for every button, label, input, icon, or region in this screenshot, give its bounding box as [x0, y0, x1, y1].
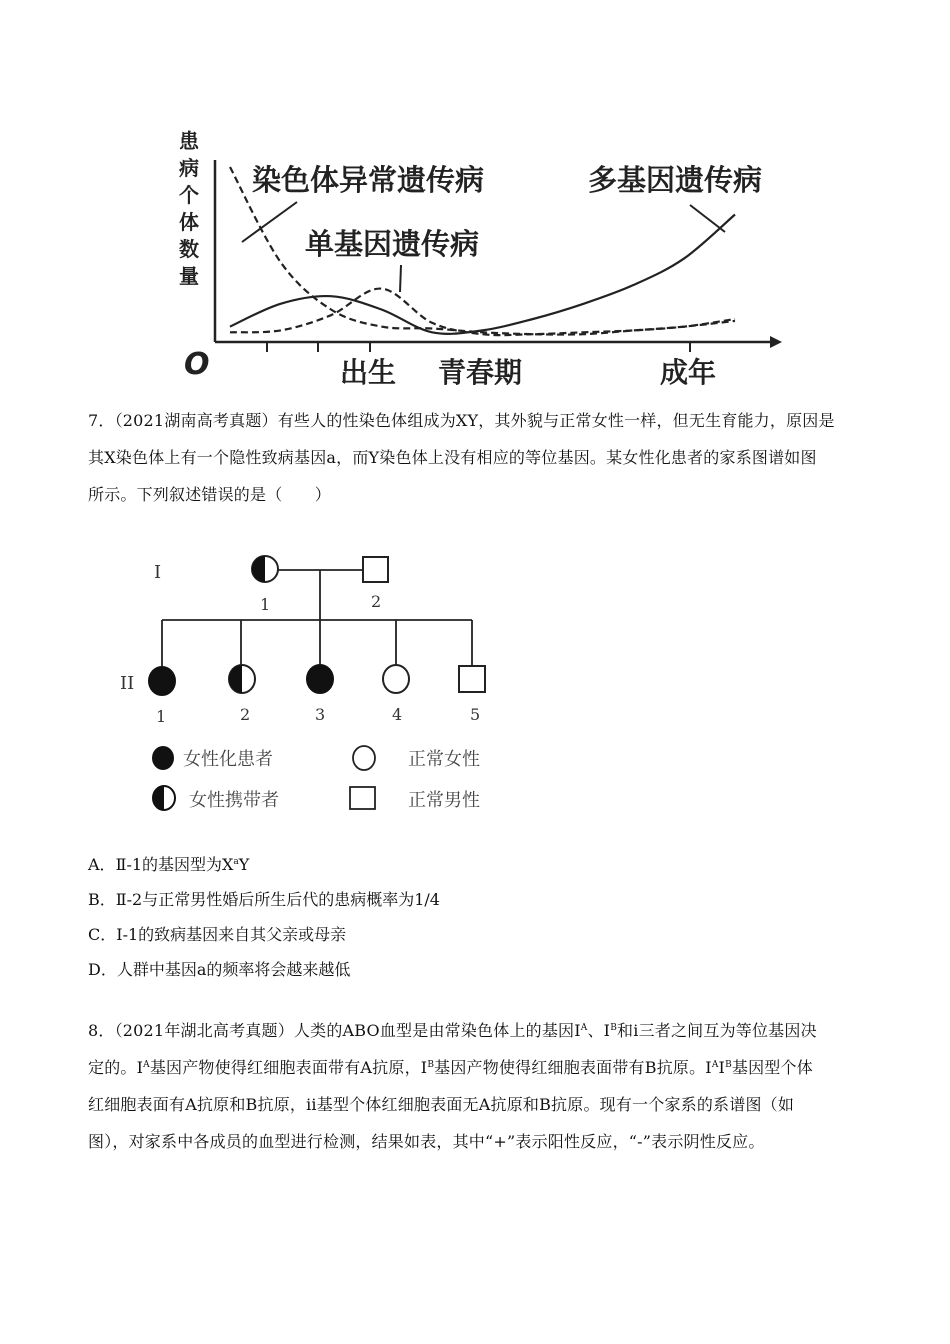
q8-text-2c: 基因产物使得红细胞表面带有B抗原。I [434, 1058, 712, 1077]
option-c-text: I-1的致病基因来自其父亲或母亲 [116, 925, 347, 944]
option-a-sup: a [233, 857, 239, 867]
leader-single-gene [400, 265, 401, 292]
q7-number: 7． [88, 411, 115, 430]
pedigree-figure [110, 545, 530, 825]
q8-text-1c: 和i三者之间互为等位基因决 [617, 1021, 817, 1040]
gen-label-II: II [120, 673, 135, 694]
II-3-number: 3 [315, 705, 326, 724]
ylabel-char: 病 [179, 156, 199, 180]
q7-option-d [88, 960, 350, 980]
option-a-text: Ⅱ-1的基因型为X [115, 855, 234, 874]
legend-affected-symbol [152, 746, 174, 770]
q8-text-2e: 基因型个体 [731, 1058, 813, 1077]
legend-normal-male-symbol [350, 787, 375, 809]
annotation-single-gene: 单基因遗传病 [305, 227, 480, 261]
II-4-number: 4 [392, 705, 403, 724]
ylabel-char: 量 [179, 264, 199, 288]
sup-A: A [580, 1023, 588, 1033]
II-1-number: 1 [156, 707, 167, 726]
chart-ylabel [179, 129, 200, 288]
I-2-normal-male [363, 557, 388, 582]
sup-A: A [711, 1060, 719, 1070]
x-tick-label-birth: 出生 [340, 356, 397, 389]
annotation-chromosomal: 染色体异常遗传病 [252, 163, 485, 197]
option-b-label: B． [88, 890, 116, 909]
option-d-text: 人群中基因a的频率将会越来越低 [116, 960, 351, 979]
legend-carrier-label: 女性携带者 [189, 790, 279, 811]
x-tick-label-adult: 成年 [660, 356, 717, 389]
q8-source: （2021年湖北高考真题） [114, 1021, 294, 1040]
x-axis-arrow [770, 336, 782, 348]
q8-text-1b: 、I [587, 1021, 611, 1040]
q7-source: （2021湖南高考真题） [114, 411, 278, 430]
II-1-affected [149, 667, 175, 695]
leader-polygenic [690, 205, 725, 232]
q7-option-b [88, 890, 440, 910]
q7-option-c [88, 925, 346, 945]
q8-line-3: 红细胞表面有A抗原和B抗原，ii基型个体红细胞表面无A抗原和B抗原。现有一个家系的系谱图（如 [88, 1095, 795, 1114]
q8-text-2d: I [718, 1058, 726, 1077]
q7-text-1: 有些人的性染色体组成为XY，其外貌与正常女性一样，但无生育能力，原因是 [277, 411, 835, 430]
q7-line-2: 其X染色体上有一个隐性致病基因a，而Y染色体上没有相应的等位基因。某女性化患者的家系图谱如图 [88, 448, 817, 467]
q8-line-2 [88, 1049, 888, 1086]
annotation-polygenic: 多基因遗传病 [588, 163, 763, 197]
ylabel-char: 患 [179, 129, 199, 153]
origin-label: O [184, 347, 210, 382]
q7-line-3: 所示。下列叙述错误的是（ ） [88, 485, 332, 504]
legend-affected-label: 女性化患者 [183, 749, 273, 770]
q8-text-2a: 定的。I [88, 1058, 144, 1077]
sup-B: B [610, 1023, 618, 1033]
II-5-normal-male [459, 666, 485, 692]
option-c-label: C． [88, 925, 117, 944]
legend-carrier-symbol [153, 786, 175, 810]
q7-option-a [88, 855, 249, 875]
sup-B: B [725, 1060, 732, 1070]
sup-B: B [427, 1060, 435, 1070]
series-line-1 [230, 289, 735, 336]
ylabel-char: 个 [179, 183, 199, 207]
gen-label-I: I [154, 562, 162, 583]
II-3-affected [307, 665, 333, 693]
q8-line-1 [88, 1012, 888, 1049]
option-b-text: Ⅱ-2与正常男性婚后所生后代的患病概率为1/4 [115, 890, 440, 909]
q8-text-2b: 基因产物使得红细胞表面带有A抗原，I [149, 1058, 428, 1077]
II-4-normal-female [383, 665, 409, 693]
legend-normal-female-label: 正常女性 [408, 749, 480, 770]
q7-line-1 [88, 402, 888, 439]
sup-A: A [143, 1060, 150, 1070]
option-a-label: A． [88, 855, 116, 874]
option-a-tail: Y [238, 855, 250, 874]
I-1-carrier-female [252, 556, 278, 582]
q8-line-4: 图），对家系中各成员的血型进行检测，结果如表，其中“+”表示阳性反应，“-”表示阴性反应。 [88, 1132, 765, 1151]
I-2-number: 2 [371, 592, 382, 611]
ylabel-char: 体 [179, 210, 199, 234]
I-1-number: 1 [260, 595, 271, 614]
ylabel-char: 数 [179, 237, 199, 261]
x-tick-label-puberty: 青春期 [438, 356, 523, 389]
disease-chart [170, 120, 790, 390]
q8-number: 8． [88, 1021, 115, 1040]
II-2-carrier-female [229, 665, 255, 693]
legend-normal-female-symbol [353, 746, 375, 770]
II-5-number: 5 [470, 705, 481, 724]
II-2-number: 2 [240, 705, 251, 724]
legend-normal-male-label: 正常男性 [408, 790, 480, 811]
option-d-label: D． [88, 960, 117, 979]
q8-text-1a: 人类的ABO血型是由常染色体上的基因I [293, 1021, 581, 1040]
